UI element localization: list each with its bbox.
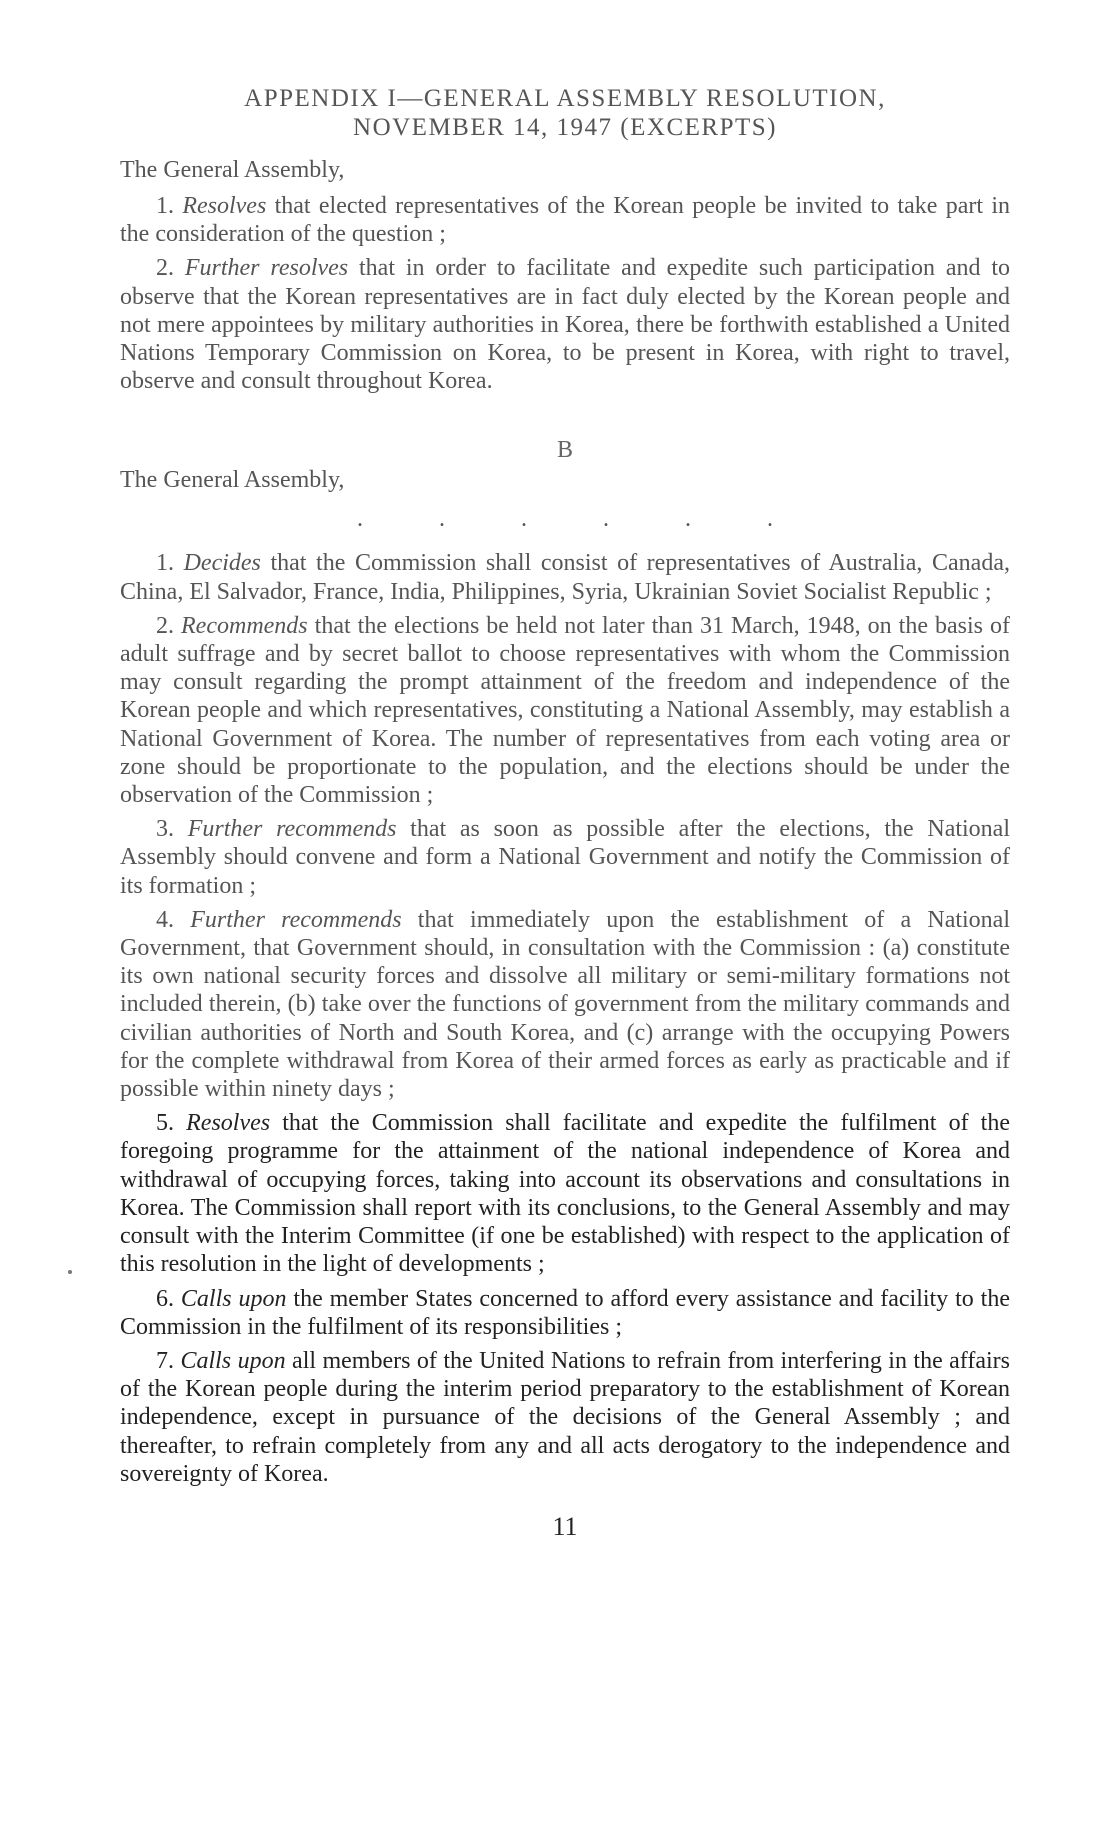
paragraph-text: the member States concerned to afford every assistance and facility to the Commission in the fulfilment of its responsibilities ; <box>120 1285 1010 1340</box>
paragraph-keyword: Further recommends <box>190 906 402 933</box>
paragraph-keyword: Recommends <box>181 612 308 639</box>
section-a-paragraph-2 <box>120 254 1010 395</box>
heading-line-1: APPENDIX I—GENERAL ASSEMBLY RESOLUTION, <box>244 85 886 112</box>
paragraph-number: 2. <box>156 255 185 282</box>
paragraph-keyword: Resolves <box>186 1110 271 1137</box>
document-page <box>120 84 1010 1542</box>
paragraph-number: 2. <box>156 612 182 639</box>
paragraph-keyword: Decides <box>183 550 261 577</box>
paragraph-number: 1. <box>156 193 183 219</box>
heading-line-2: NOVEMBER 14, 1947 (EXCERPTS) <box>353 114 777 141</box>
paragraph-text: that the Commission shall facilitate and expedite the fulfilment of the foregoing programme for the attainment of the national independence of Korea and withdrawal of occupying forces, taking into account its observations and consultations in Korea. The Commission shall report with its conclusions, to the General Assembly and may consult with the Interim Committee (if one be established) with respect to the application of this resolution in the light of developments ; <box>120 1110 1011 1278</box>
margin-dot <box>68 1270 72 1274</box>
section-b-paragraph-2 <box>120 612 1010 809</box>
paragraph-text: that as soon as possible after the elections, the National Assembly should convene and form a National Government and notify the Commission of its formation ; <box>120 816 1010 899</box>
paragraph-keyword: Resolves <box>182 193 267 219</box>
section-b-paragraph-5 <box>120 1109 1010 1278</box>
section-b-paragraph-7 <box>120 1347 1010 1488</box>
ellipsis-row: ...... <box>357 506 849 533</box>
paragraph-number: 3. <box>156 816 188 843</box>
section-b-paragraph-3 <box>120 815 1010 900</box>
page-number: 11 <box>552 1511 578 1541</box>
paragraph-text: all members of the United Nations to refrain from interfering in the affairs of the Korean people during the interim period preparatory to the establishment of Korean independence, except in pursuance of the decisions of the General Assembly ; and thereafter, to refrain completely from any and all acts derogatory to the independence and sovereignty of Korea. <box>120 1347 1011 1487</box>
paragraph-number: 7. <box>156 1347 181 1374</box>
section-b-letter: B <box>556 437 573 464</box>
section-b-paragraph-1 <box>120 549 1010 605</box>
paragraph-number: 6. <box>156 1285 181 1312</box>
paragraph-text: that in order to facilitate and expedite such participation and to observe that the Korean representatives are in fact duly elected by the Korean people and not mere appointees by military authorities in Korea, there be forthwith established a United Nations Temporary Commission on Korea, to be present in Korea, with right to travel, observe and consult throughout Korea. <box>120 255 1011 395</box>
paragraph-keyword: Calls upon <box>180 1347 286 1374</box>
section-b-paragraph-4 <box>120 906 1010 1103</box>
paragraph-text: that the Commission shall consist of representatives of Australia, Canada, China, El Salvador, France, India, Philippines, Syria, Ukrainian Soviet Socialist Republic ; <box>120 550 1010 605</box>
section-a-preamble: The General Assembly, <box>120 157 345 183</box>
paragraph-number: 4. <box>156 906 191 933</box>
paragraph-keyword: Further recommends <box>187 816 397 843</box>
paragraph-keyword: Further resolves <box>184 255 349 282</box>
section-a-paragraph-1 <box>120 192 1010 248</box>
paragraph-number: 5. <box>156 1110 187 1137</box>
paragraph-text: that elected representatives of the Korean people be invited to take part in the consideration of the question ; <box>120 193 1010 248</box>
paragraph-text: that the elections be held not later than 31 March, 1948, on the basis of adult suffrage and by secret ballot to choose representatives with whom the Commission may consult regarding the prompt attainment of the freedom and independence of the Korean people and which representatives, constituting a National Assembly, may establish a National Government of Korea. The number of representatives from each voting area or zone should be proportionate to the population, and the elections should be under the observation of the Commission ; <box>120 612 1010 809</box>
paragraph-text: that immediately upon the establishment of a National Government, that Government should, in consultation with the Commission : (a) constitute its own national security forces and dissolve all military or semi-military formations not included therein, (b) take over the functions of government from the military commands and civilian authorities of North and South Korea, and (c) arrange with the occupying Powers for the complete withdrawal from Korea of their armed forces as early as practicable and if possible within ninety days ; <box>120 906 1010 1103</box>
section-b-preamble: The General Assembly, <box>120 467 345 494</box>
appendix-heading <box>120 84 1010 142</box>
section-b-paragraph-6 <box>120 1285 1010 1341</box>
paragraph-number: 1. <box>156 550 184 577</box>
paragraph-keyword: Calls upon <box>180 1285 287 1312</box>
